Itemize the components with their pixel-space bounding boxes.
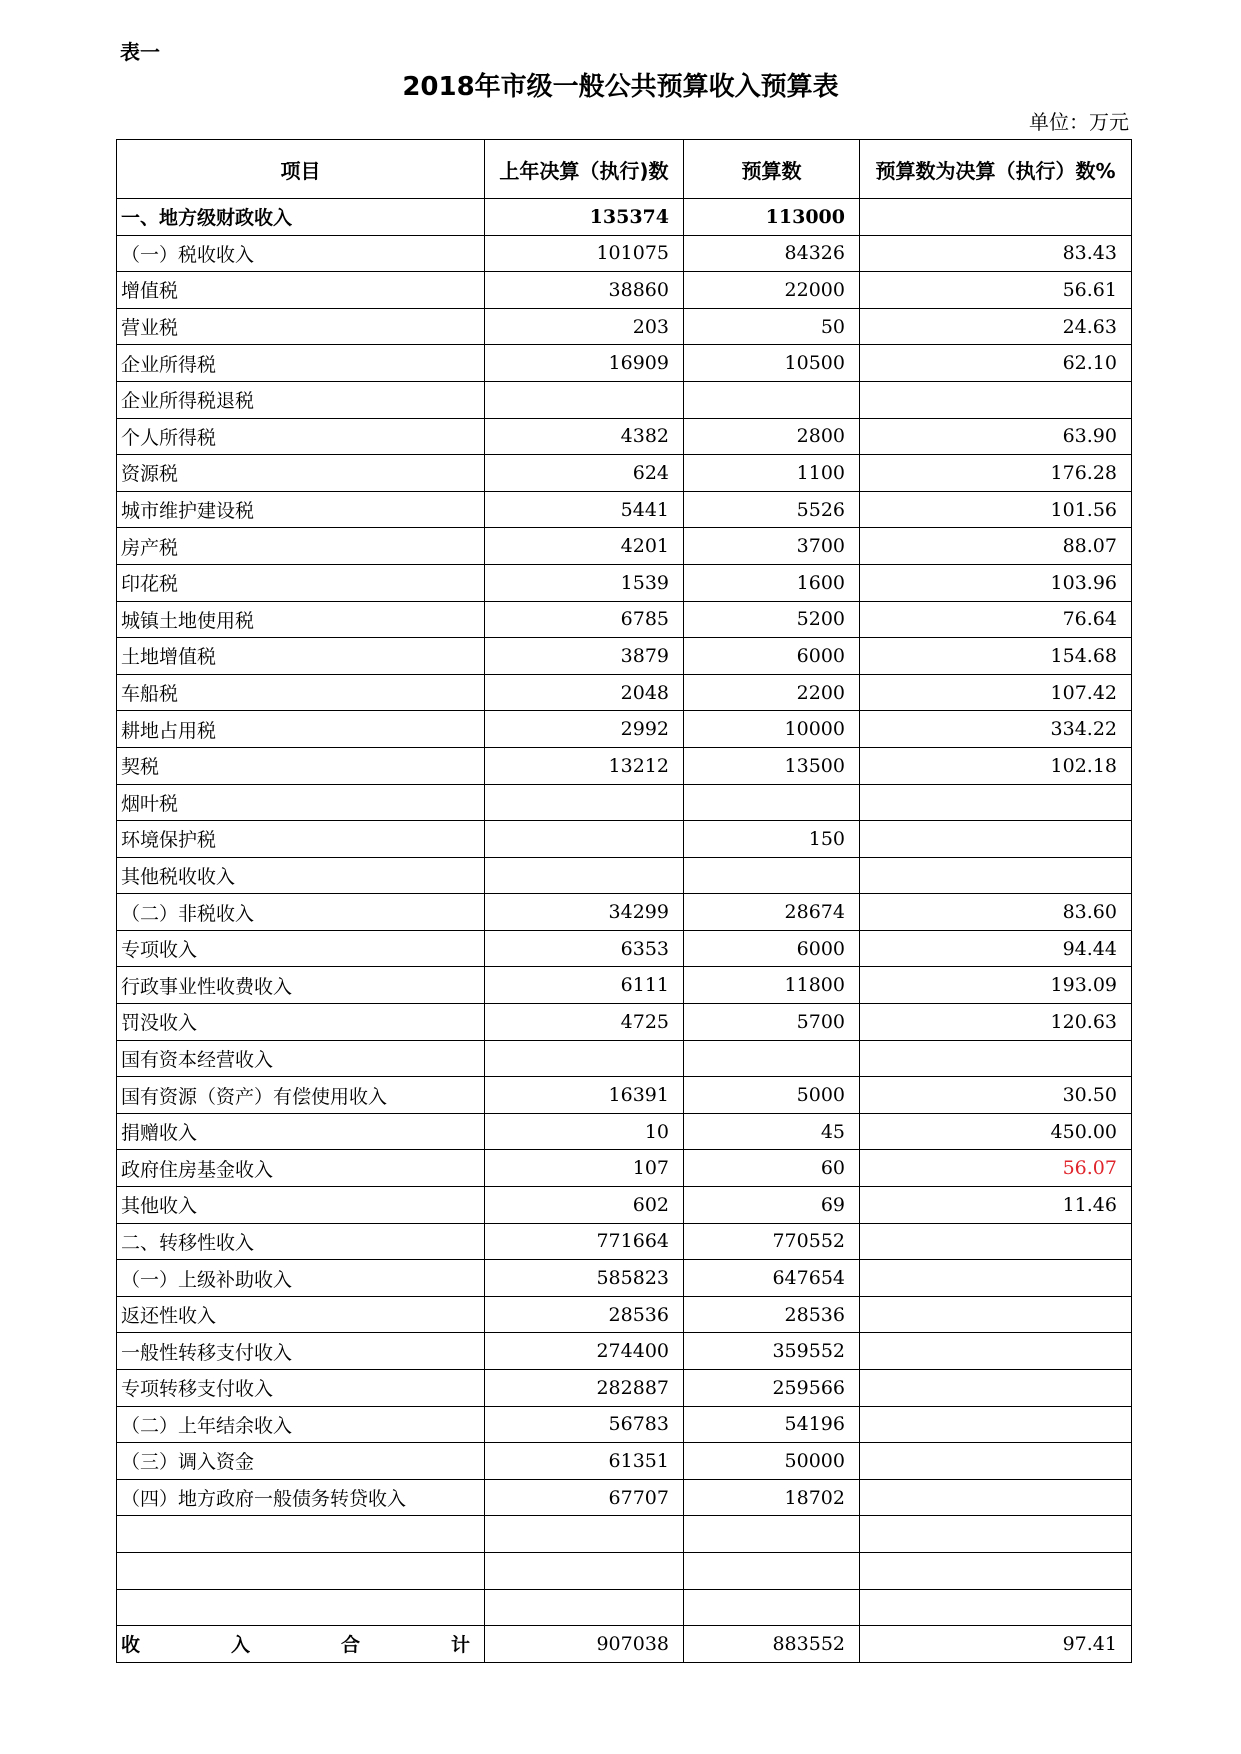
table-row [117, 1552, 1132, 1589]
item-cell: 专项转移支付收入 [117, 1370, 485, 1407]
prev-actual-cell: 101075 [485, 235, 684, 272]
budget-cell: 10500 [684, 345, 860, 382]
ratio-cell [860, 821, 1132, 858]
prev-actual-cell: 602 [485, 1187, 684, 1224]
budget-cell: 28536 [684, 1296, 860, 1333]
budget-cell: 54196 [684, 1406, 860, 1443]
table-row [117, 747, 1132, 784]
item-cell: 烟叶税 [117, 784, 485, 821]
table-row [117, 308, 1132, 345]
table-row [117, 199, 1132, 236]
item-cell: （二）非税收入 [117, 894, 485, 931]
item-cell: 政府住房基金收入 [117, 1150, 485, 1187]
item-cell: 增值税 [117, 272, 485, 309]
item-cell: （四）地方政府一般债务转贷收入 [117, 1479, 485, 1516]
prev-actual-cell: 2992 [485, 711, 684, 748]
budget-cell: 1600 [684, 564, 860, 601]
prev-actual-cell: 585823 [485, 1260, 684, 1297]
total-label-char: 合 [340, 1634, 360, 1657]
budget-cell: 3700 [684, 528, 860, 565]
ratio-cell [860, 1040, 1132, 1077]
header-budget: 预算数 [684, 140, 860, 199]
table-row [117, 345, 1132, 382]
budget-cell: 13500 [684, 747, 860, 784]
budget-cell: 359552 [684, 1333, 860, 1370]
budget-cell: 5700 [684, 1004, 860, 1041]
prev-actual-cell: 4201 [485, 528, 684, 565]
budget-cell: 1100 [684, 455, 860, 492]
table-row [117, 455, 1132, 492]
prev-actual-cell: 6111 [485, 967, 684, 1004]
budget-cell: 5200 [684, 601, 860, 638]
total-prev: 907038 [485, 1626, 684, 1663]
ratio-cell: 334.22 [860, 711, 1132, 748]
budget-cell: 10000 [684, 711, 860, 748]
ratio-cell: 56.07 [860, 1150, 1132, 1187]
budget-cell [684, 1552, 860, 1589]
item-cell [117, 1552, 485, 1589]
ratio-cell: 83.60 [860, 894, 1132, 931]
budget-cell [684, 857, 860, 894]
prev-actual-cell: 6785 [485, 601, 684, 638]
budget-cell: 84326 [684, 235, 860, 272]
item-cell: 房产税 [117, 528, 485, 565]
ratio-cell: 76.64 [860, 601, 1132, 638]
item-cell: 企业所得税 [117, 345, 485, 382]
ratio-cell [860, 1516, 1132, 1553]
item-cell [117, 1516, 485, 1553]
table-label: 表一 [120, 40, 160, 64]
ratio-cell: 450.00 [860, 1113, 1132, 1150]
ratio-cell: 120.63 [860, 1004, 1132, 1041]
total-row [117, 1626, 1132, 1663]
prev-actual-cell [485, 821, 684, 858]
ratio-cell: 56.61 [860, 272, 1132, 309]
prev-actual-cell: 2048 [485, 674, 684, 711]
ratio-cell: 193.09 [860, 967, 1132, 1004]
unit-label: 单位：万元 [1029, 110, 1129, 134]
budget-cell: 647654 [684, 1260, 860, 1297]
budget-cell: 5526 [684, 491, 860, 528]
ratio-cell [860, 784, 1132, 821]
prev-actual-cell: 4382 [485, 418, 684, 455]
item-cell: 其他税收收入 [117, 857, 485, 894]
header-prev-actual: 上年决算（执行)数 [485, 140, 684, 199]
ratio-cell: 24.63 [860, 308, 1132, 345]
prev-actual-cell: 6353 [485, 930, 684, 967]
ratio-cell [860, 1296, 1132, 1333]
table-row [117, 1223, 1132, 1260]
table-row [117, 1516, 1132, 1553]
item-cell: 营业税 [117, 308, 485, 345]
ratio-cell: 103.96 [860, 564, 1132, 601]
header-row [117, 140, 1132, 199]
prev-actual-cell: 28536 [485, 1296, 684, 1333]
item-cell: 二、转移性收入 [117, 1223, 485, 1260]
ratio-cell [860, 381, 1132, 418]
item-cell: 一、地方级财政收入 [117, 199, 485, 236]
prev-actual-cell: 67707 [485, 1479, 684, 1516]
prev-actual-cell: 1539 [485, 564, 684, 601]
table-row [117, 821, 1132, 858]
budget-cell: 50000 [684, 1443, 860, 1480]
ratio-cell: 88.07 [860, 528, 1132, 565]
budget-cell [684, 1516, 860, 1553]
budget-cell: 2800 [684, 418, 860, 455]
prev-actual-cell: 3879 [485, 638, 684, 675]
budget-cell: 6000 [684, 638, 860, 675]
ratio-cell: 62.10 [860, 345, 1132, 382]
total-budget: 883552 [684, 1626, 860, 1663]
budget-cell: 770552 [684, 1223, 860, 1260]
table-row [117, 857, 1132, 894]
table-row [117, 1443, 1132, 1480]
prev-actual-cell: 4725 [485, 1004, 684, 1041]
budget-cell: 22000 [684, 272, 860, 309]
table-row [117, 638, 1132, 675]
table-row [117, 784, 1132, 821]
prev-actual-cell: 34299 [485, 894, 684, 931]
header-ratio: 预算数为决算（执行）数% [860, 140, 1132, 199]
table-row [117, 1040, 1132, 1077]
table-row [117, 1077, 1132, 1114]
item-cell: 返还性收入 [117, 1296, 485, 1333]
ratio-cell [860, 1443, 1132, 1480]
item-cell: 土地增值税 [117, 638, 485, 675]
ratio-cell: 176.28 [860, 455, 1132, 492]
prev-actual-cell: 61351 [485, 1443, 684, 1480]
budget-cell: 5000 [684, 1077, 860, 1114]
table-row [117, 1479, 1132, 1516]
table-row [117, 967, 1132, 1004]
budget-cell: 50 [684, 308, 860, 345]
table-row [117, 272, 1132, 309]
item-cell: 环境保护税 [117, 821, 485, 858]
table-row [117, 894, 1132, 931]
ratio-cell: 83.43 [860, 235, 1132, 272]
table-row [117, 381, 1132, 418]
item-cell: 资源税 [117, 455, 485, 492]
ratio-cell [860, 1552, 1132, 1589]
item-cell: 行政事业性收费收入 [117, 967, 485, 1004]
item-cell: 国有资源（资产）有偿使用收入 [117, 1077, 485, 1114]
budget-cell: 6000 [684, 930, 860, 967]
item-cell: 罚没收入 [117, 1004, 485, 1041]
ratio-cell: 94.44 [860, 930, 1132, 967]
item-cell: 城市维护建设税 [117, 491, 485, 528]
ratio-cell [860, 1406, 1132, 1443]
table-row [117, 1296, 1132, 1333]
item-cell: 其他收入 [117, 1187, 485, 1224]
table-row [117, 235, 1132, 272]
ratio-cell: 30.50 [860, 1077, 1132, 1114]
prev-actual-cell: 16909 [485, 345, 684, 382]
ratio-cell: 107.42 [860, 674, 1132, 711]
ratio-cell: 102.18 [860, 747, 1132, 784]
prev-actual-cell: 771664 [485, 1223, 684, 1260]
table-body [117, 199, 1132, 1626]
ratio-cell: 154.68 [860, 638, 1132, 675]
ratio-cell [860, 1260, 1132, 1297]
table-row [117, 528, 1132, 565]
table-row [117, 418, 1132, 455]
ratio-cell [860, 1370, 1132, 1407]
prev-actual-cell: 107 [485, 1150, 684, 1187]
item-cell: （一）上级补助收入 [117, 1260, 485, 1297]
total-label-char: 收 [121, 1634, 141, 1657]
table-row [117, 1589, 1132, 1626]
budget-cell: 113000 [684, 199, 860, 236]
item-cell: 企业所得税退税 [117, 381, 485, 418]
budget-cell: 28674 [684, 894, 860, 931]
prev-actual-cell: 38860 [485, 272, 684, 309]
item-cell: 捐赠收入 [117, 1113, 485, 1150]
table-row [117, 674, 1132, 711]
budget-cell: 45 [684, 1113, 860, 1150]
prev-actual-cell: 56783 [485, 1406, 684, 1443]
budget-cell [684, 1589, 860, 1626]
total-ratio: 97.41 [860, 1626, 1132, 1663]
budget-cell [684, 381, 860, 418]
prev-actual-cell [485, 857, 684, 894]
page-title: 2018年市级一般公共预算收入预算表 [402, 72, 839, 102]
item-cell: 专项收入 [117, 930, 485, 967]
item-cell: 耕地占用税 [117, 711, 485, 748]
item-cell: （二）上年结余收入 [117, 1406, 485, 1443]
budget-cell: 2200 [684, 674, 860, 711]
prev-actual-cell: 203 [485, 308, 684, 345]
budget-cell: 60 [684, 1150, 860, 1187]
table-row [117, 1187, 1132, 1224]
ratio-cell [860, 857, 1132, 894]
budget-cell: 11800 [684, 967, 860, 1004]
prev-actual-cell: 13212 [485, 747, 684, 784]
total-label-char: 计 [450, 1634, 470, 1657]
budget-cell: 18702 [684, 1479, 860, 1516]
prev-actual-cell [485, 1516, 684, 1553]
item-cell: 一般性转移支付收入 [117, 1333, 485, 1370]
budget-cell [684, 1040, 860, 1077]
item-cell: （三）调入资金 [117, 1443, 485, 1480]
ratio-cell [860, 1589, 1132, 1626]
header-item: 项目 [117, 140, 485, 199]
ratio-cell: 63.90 [860, 418, 1132, 455]
prev-actual-cell [485, 1040, 684, 1077]
table-row [117, 1406, 1132, 1443]
total-label [117, 1626, 485, 1663]
item-cell: 国有资本经营收入 [117, 1040, 485, 1077]
table-row [117, 601, 1132, 638]
item-cell: 城镇土地使用税 [117, 601, 485, 638]
item-cell: （一）税收收入 [117, 235, 485, 272]
item-cell [117, 1589, 485, 1626]
table-row [117, 1260, 1132, 1297]
prev-actual-cell: 135374 [485, 199, 684, 236]
prev-actual-cell: 16391 [485, 1077, 684, 1114]
table-row [117, 491, 1132, 528]
prev-actual-cell: 282887 [485, 1370, 684, 1407]
prev-actual-cell: 624 [485, 455, 684, 492]
table-row [117, 711, 1132, 748]
ratio-cell: 101.56 [860, 491, 1132, 528]
table-row [117, 1150, 1132, 1187]
budget-cell [684, 784, 860, 821]
prev-actual-cell: 5441 [485, 491, 684, 528]
budget-table [116, 139, 1132, 1663]
ratio-cell [860, 1333, 1132, 1370]
table-row [117, 1113, 1132, 1150]
budget-cell: 150 [684, 821, 860, 858]
prev-actual-cell: 10 [485, 1113, 684, 1150]
table-row [117, 1004, 1132, 1041]
prev-actual-cell [485, 1589, 684, 1626]
ratio-cell [860, 199, 1132, 236]
ratio-cell [860, 1223, 1132, 1260]
item-cell: 个人所得税 [117, 418, 485, 455]
prev-actual-cell: 274400 [485, 1333, 684, 1370]
prev-actual-cell [485, 381, 684, 418]
ratio-cell: 11.46 [860, 1187, 1132, 1224]
prev-actual-cell [485, 784, 684, 821]
budget-cell: 69 [684, 1187, 860, 1224]
ratio-cell [860, 1479, 1132, 1516]
item-cell: 车船税 [117, 674, 485, 711]
item-cell: 契税 [117, 747, 485, 784]
table-row [117, 1370, 1132, 1407]
table-row [117, 930, 1132, 967]
prev-actual-cell [485, 1552, 684, 1589]
total-label-char: 入 [230, 1634, 250, 1657]
item-cell: 印花税 [117, 564, 485, 601]
table-row [117, 1333, 1132, 1370]
table-row [117, 564, 1132, 601]
budget-cell: 259566 [684, 1370, 860, 1407]
